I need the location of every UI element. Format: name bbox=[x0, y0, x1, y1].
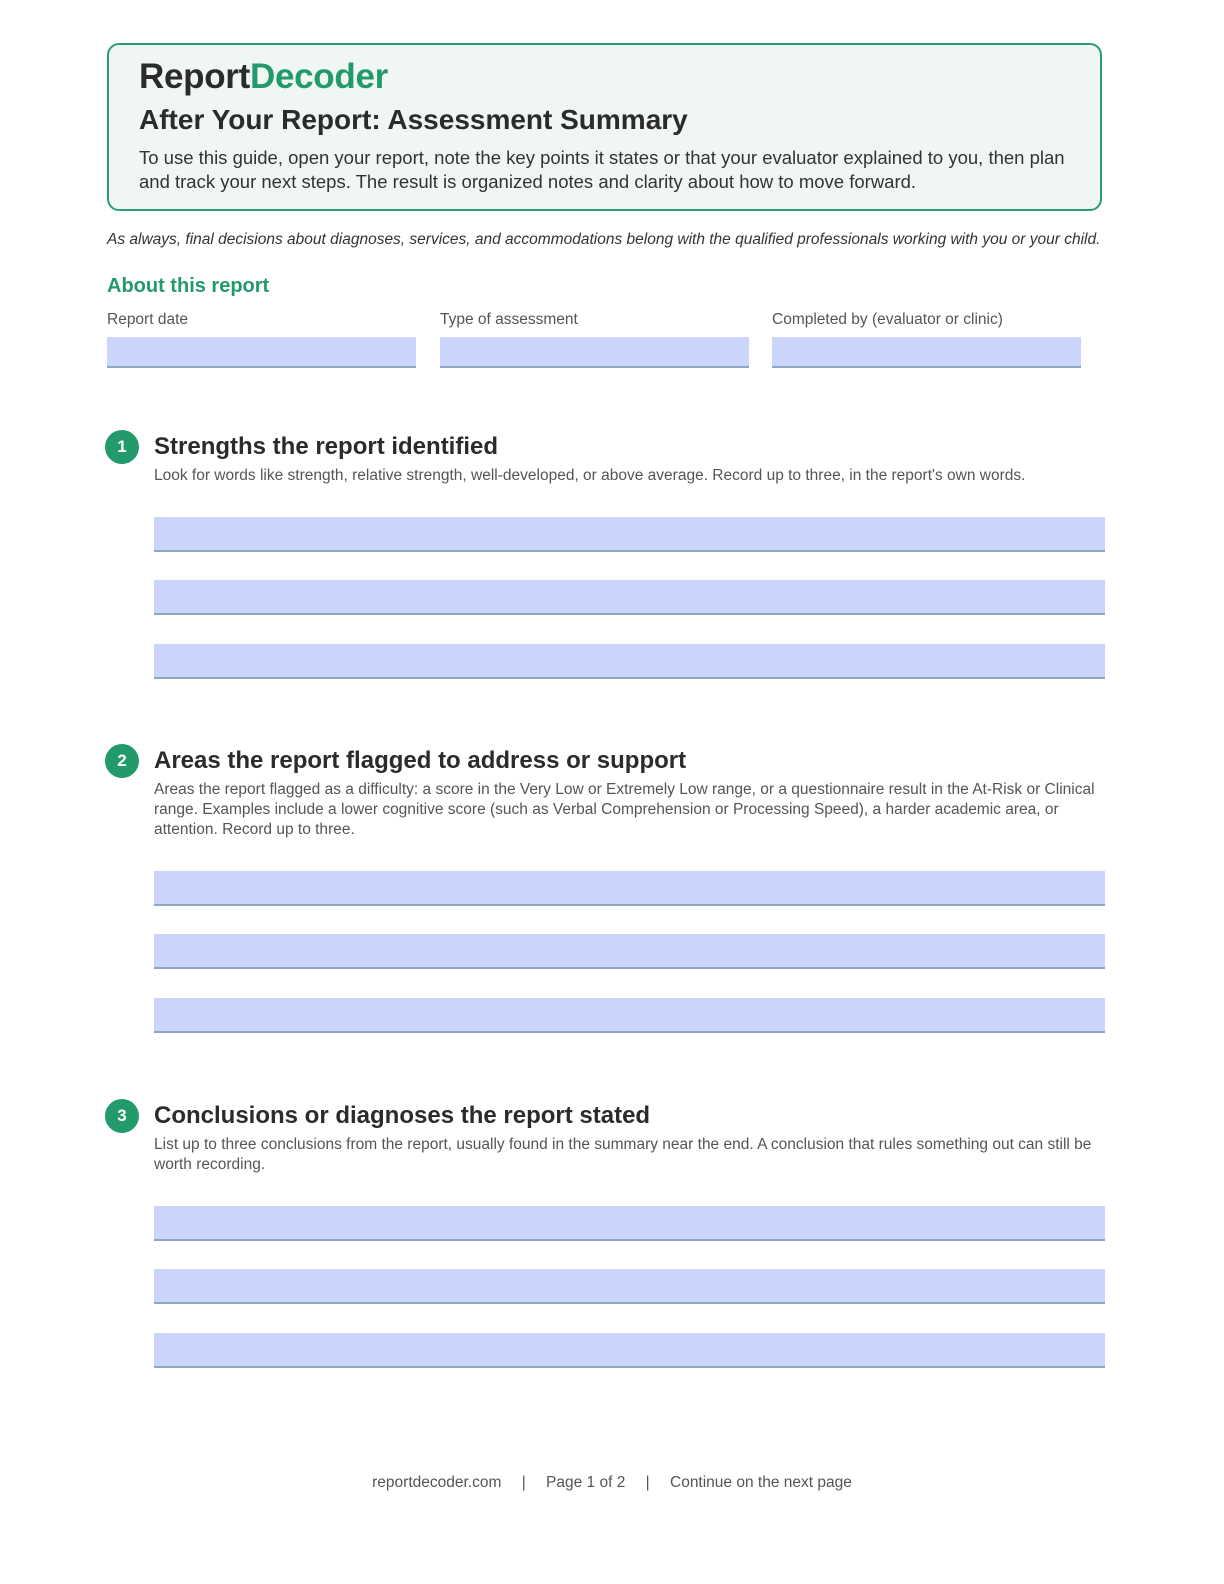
section-description: Areas the report flagged as a difficulty: a score in the Very Low or Extremely Low range, or a questionnaire result in the At-Risk or Clinical range. Examples include a lower cognitive score (such as Verbal Comprehension or Processing Speed), a harder academic area, or attention. Record up to three. bbox=[154, 781, 1095, 838]
section-description: Look for words like strength, relative strength, well-developed, or above average. Record up to three, in the report's own words. bbox=[154, 467, 1026, 484]
conclusion-field-1[interactable] bbox=[154, 1206, 1105, 1241]
section-title: Strengths the report identified bbox=[154, 433, 499, 460]
page-footer bbox=[0, 1474, 1224, 1492]
report-date-label: Report date bbox=[107, 311, 188, 328]
conclusion-field-2[interactable] bbox=[154, 1269, 1105, 1304]
footer-separator: | bbox=[521, 1474, 526, 1491]
footer-site-link[interactable]: reportdecoder.com bbox=[372, 1474, 502, 1491]
section-title: Conclusions or diagnoses the report stated bbox=[154, 1102, 651, 1129]
area-field-3[interactable] bbox=[154, 998, 1105, 1033]
section-number-badge: 3 bbox=[105, 1099, 139, 1133]
assessment-type-label: Type of assessment bbox=[440, 311, 578, 328]
strength-field-2[interactable] bbox=[154, 580, 1105, 615]
section-description: List up to three conclusions from the report, usually found in the summary near the end. A conclusion that rules something out can still be worth recording. bbox=[154, 1136, 1092, 1173]
area-field-1[interactable] bbox=[154, 871, 1105, 906]
page-title: After Your Report: Assessment Summary bbox=[139, 104, 688, 135]
area-field-2[interactable] bbox=[154, 934, 1105, 969]
footer-separator: | bbox=[645, 1474, 650, 1491]
strength-field-1[interactable] bbox=[154, 517, 1105, 552]
footer-continue-note: Continue on the next page bbox=[670, 1474, 852, 1491]
header-box bbox=[107, 43, 1102, 211]
completed-by-field[interactable] bbox=[772, 337, 1081, 368]
section-title: Areas the report flagged to address or support bbox=[154, 747, 687, 774]
strength-field-3[interactable] bbox=[154, 644, 1105, 679]
section-number-badge: 1 bbox=[105, 430, 139, 464]
footer-page-number: Page 1 of 2 bbox=[546, 1474, 626, 1491]
brand-part-report: Report bbox=[139, 57, 250, 96]
report-date-field[interactable] bbox=[107, 337, 416, 368]
intro-text: To use this guide, open your report, note the key points it states or that your evaluator explained to you, then plan and track your next steps. The result is organized notes and clarity about how to move forward. bbox=[139, 147, 1065, 192]
conclusion-field-3[interactable] bbox=[154, 1333, 1105, 1368]
completed-by-label: Completed by (evaluator or clinic) bbox=[772, 311, 1003, 328]
section-areas-flagged bbox=[105, 744, 1105, 1034]
brand-logo bbox=[139, 57, 1070, 97]
brand-part-decoder: Decoder bbox=[249, 57, 388, 96]
section-strengths bbox=[105, 430, 1105, 680]
section-conclusions bbox=[105, 1099, 1105, 1369]
assessment-type-field[interactable] bbox=[440, 337, 749, 368]
section-number-badge: 2 bbox=[105, 744, 139, 778]
disclaimer-text: As always, final decisions about diagnoses, services, and accommodations belong with the qualified professionals working with you or your child. bbox=[107, 231, 1101, 248]
about-heading: About this report bbox=[107, 275, 270, 297]
